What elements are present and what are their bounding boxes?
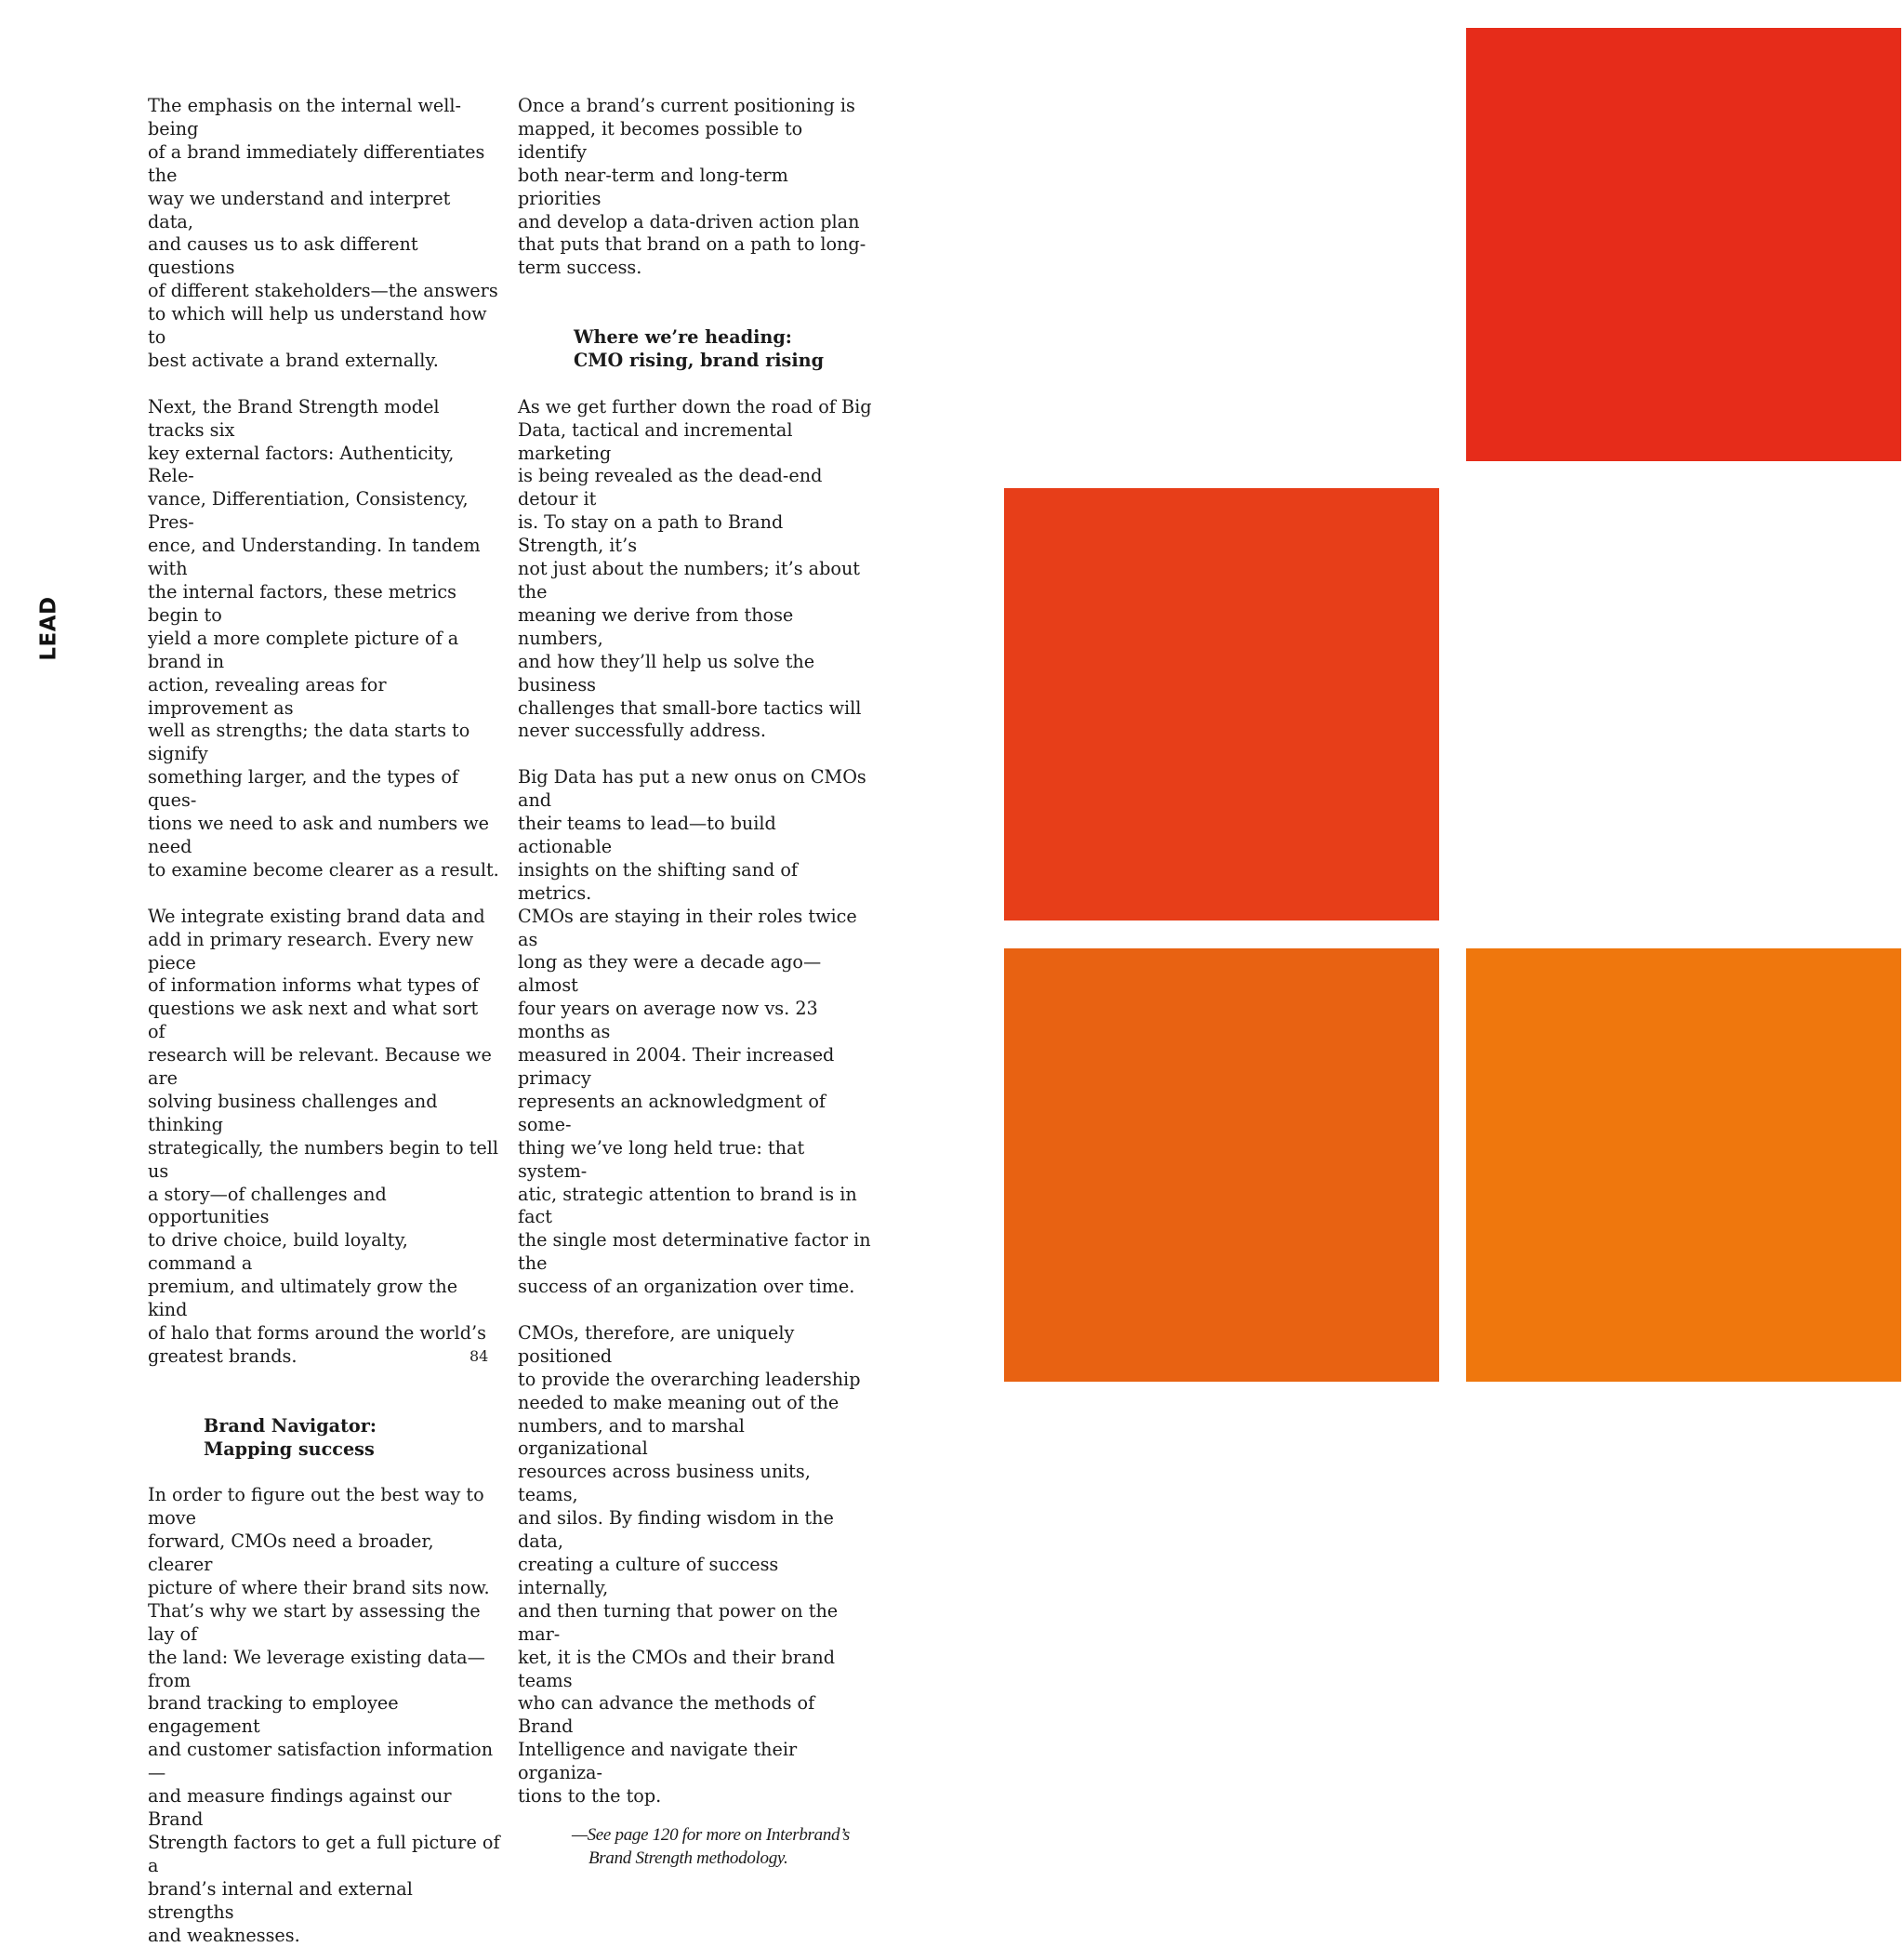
- text-line: the internal factors, these metrics begin to: [148, 581, 456, 626]
- text-line: The emphasis on the internal well-being: [148, 95, 461, 139]
- text-line: premium, and ultimately grow the kind: [148, 1276, 458, 1321]
- text-line: solving business challenges and thinking: [148, 1090, 438, 1135]
- text-line: add in primary research. Every new piece: [148, 928, 474, 974]
- paragraph: [518, 396, 873, 744]
- paragraph: [148, 906, 501, 1369]
- text-line: ket, it is the CMOs and their brand teams: [518, 1646, 835, 1691]
- text-line: Once a brand’s current positioning is: [518, 95, 855, 116]
- text-line: something larger, and the types of ques-: [148, 766, 459, 812]
- text-line: never successfully address.: [518, 720, 766, 742]
- text-line: to which will help us understand how to: [148, 303, 487, 349]
- text-line: term success.: [518, 257, 642, 279]
- text-line: picture of where their brand sits now.: [148, 1576, 490, 1598]
- text-line: challenges that small-bore tactics will: [518, 696, 862, 719]
- text-line: of different stakeholders—the answers: [148, 280, 498, 302]
- text-line: is. To stay on a path to Brand Strength, it’s: [518, 511, 784, 557]
- text-line: greatest brands.: [148, 1344, 298, 1367]
- text-line: and develop a data-driven action plan: [518, 210, 860, 232]
- orange-square-bottom-right: [1466, 948, 1901, 1382]
- text-line: tions we need to ask and numbers we need: [148, 813, 490, 857]
- text-line: represents an acknowledgment of some-: [518, 1090, 826, 1135]
- orange-square-middle-left: [1004, 488, 1439, 921]
- text-line: CMO rising, brand rising: [574, 349, 824, 371]
- text-line: ence, and Understanding. In tandem with: [148, 535, 481, 580]
- orange-square-bottom-left: [1004, 948, 1439, 1382]
- text-line: key external factors: Authenticity, Rele-: [148, 442, 455, 487]
- text-line: In order to figure out the best way to move: [148, 1484, 484, 1530]
- text-line: to provide the overarching leadership: [518, 1368, 861, 1390]
- text-line: We integrate existing brand data and: [148, 905, 485, 927]
- text-line: and customer satisfaction information—: [148, 1739, 494, 1784]
- paragraph: [518, 95, 873, 280]
- text-line: CMOs, therefore, are uniquely positioned: [518, 1321, 795, 1367]
- text-line: research will be relevant. Because we are: [148, 1044, 492, 1090]
- text-line: well as strengths; the data starts to signify: [148, 720, 470, 765]
- text-line: of halo that forms around the world’s: [148, 1322, 486, 1344]
- text-line: is being revealed as the dead-end detour it: [518, 465, 823, 510]
- text-line: who can advance the methods of Brand: [518, 1692, 815, 1738]
- section-heading: [518, 326, 873, 373]
- text-line: insights on the shifting sand of metrics.: [518, 858, 799, 904]
- text-line: Strength factors to get a full picture of a: [148, 1831, 500, 1876]
- text-line: of information informs what types of: [148, 974, 479, 997]
- text-line: tions to the top.: [518, 1785, 662, 1808]
- paragraph: [518, 1322, 873, 1808]
- text-line: to examine become clearer as a result.: [148, 858, 499, 881]
- text-line: Intelligence and navigate their organiza-: [518, 1739, 798, 1784]
- text-line: creating a culture of success internally,: [518, 1554, 779, 1598]
- text-column-left: [148, 95, 501, 1947]
- text-line: mapped, it becomes possible to identify: [518, 117, 803, 163]
- text-line: measured in 2004. Their increased primacy: [518, 1044, 835, 1089]
- text-line: meaning we derive from those numbers,: [518, 603, 794, 649]
- text-line: needed to make meaning out of the: [518, 1391, 840, 1413]
- text-line: to drive choice, build loyalty, command a: [148, 1229, 408, 1275]
- text-line: both near-term and long-term priorities: [518, 164, 788, 209]
- text-line: questions we ask next and what sort of: [148, 998, 479, 1043]
- text-line: a story—of challenges and opportunities: [148, 1183, 387, 1228]
- section-heading: [148, 1415, 501, 1462]
- text-line: Data, tactical and incremental marketing: [518, 418, 793, 464]
- text-line: of a brand immediately differentiates the: [148, 140, 485, 186]
- paragraph: [148, 1484, 501, 1947]
- text-line: Brand Navigator:: [204, 1414, 377, 1437]
- paragraph: [148, 396, 501, 882]
- text-line: way we understand and interpret data,: [148, 187, 451, 232]
- footnote: [518, 1823, 873, 1870]
- text-line: best activate a brand externally.: [148, 349, 439, 371]
- paragraph: [518, 766, 873, 1299]
- text-line: and weaknesses.: [148, 1924, 300, 1946]
- text-line: brand tracking to employee engagement: [148, 1692, 399, 1738]
- text-line: and measure findings against our Brand: [148, 1785, 452, 1830]
- text-line: brand’s internal and external strengths: [148, 1877, 413, 1923]
- text-line: and how they’ll help us solve the business: [518, 650, 815, 695]
- text-line: Where we’re heading:: [574, 326, 792, 349]
- text-line: forward, CMOs need a broader, clearer: [148, 1530, 434, 1576]
- text-line: long as they were a decade ago—almost: [518, 951, 822, 997]
- text-line: their teams to lead—to build actionable: [518, 813, 776, 857]
- text-line: and causes us to ask different questions: [148, 233, 418, 279]
- text-line: success of an organization over time.: [518, 1276, 855, 1298]
- text-line: vance, Differentiation, Consistency, Pres-: [148, 488, 469, 534]
- page-number: 84: [469, 1347, 489, 1365]
- paragraph: [148, 95, 501, 373]
- text-line: action, revealing areas for improvement as: [148, 673, 387, 719]
- text-line: atic, strategic attention to brand is in fact: [518, 1183, 857, 1228]
- footnote-line: —See page 120 for more on Interbrand’s: [572, 1824, 850, 1845]
- text-line: numbers, and to marshal organizational: [518, 1414, 745, 1460]
- text-line: strategically, the numbers begin to tell us: [148, 1136, 499, 1182]
- section-label: LEAD: [37, 596, 62, 661]
- text-line: that puts that brand on a path to long-: [518, 233, 866, 256]
- text-line: the single most determinative factor in the: [518, 1229, 871, 1275]
- text-line: and silos. By finding wisdom in the data,: [518, 1507, 834, 1553]
- text-line: As we get further down the road of Big: [518, 395, 872, 417]
- text-line: That’s why we start by assessing the lay of: [148, 1599, 481, 1645]
- text-line: yield a more complete picture of a brand in: [148, 627, 459, 672]
- text-line: CMOs are staying in their roles twice as: [518, 905, 857, 950]
- text-line: Mapping success: [204, 1437, 375, 1460]
- text-line: resources across business units, teams,: [518, 1461, 811, 1506]
- text-line: four years on average now vs. 23 months as: [518, 998, 818, 1043]
- text-line: the land: We leverage existing data—from: [148, 1646, 485, 1691]
- orange-square-top-right: [1466, 28, 1901, 461]
- text-line: thing we’ve long held true: that system-: [518, 1136, 805, 1182]
- text-line: Next, the Brand Strength model tracks six: [148, 395, 440, 441]
- text-line: not just about the numbers; it’s about the: [518, 558, 861, 603]
- text-line: Big Data has put a new onus on CMOs and: [518, 766, 866, 812]
- footnote-line: Brand Strength methodology.: [588, 1848, 788, 1868]
- text-line: and then turning that power on the mar-: [518, 1599, 839, 1645]
- text-column-right: [518, 95, 873, 1870]
